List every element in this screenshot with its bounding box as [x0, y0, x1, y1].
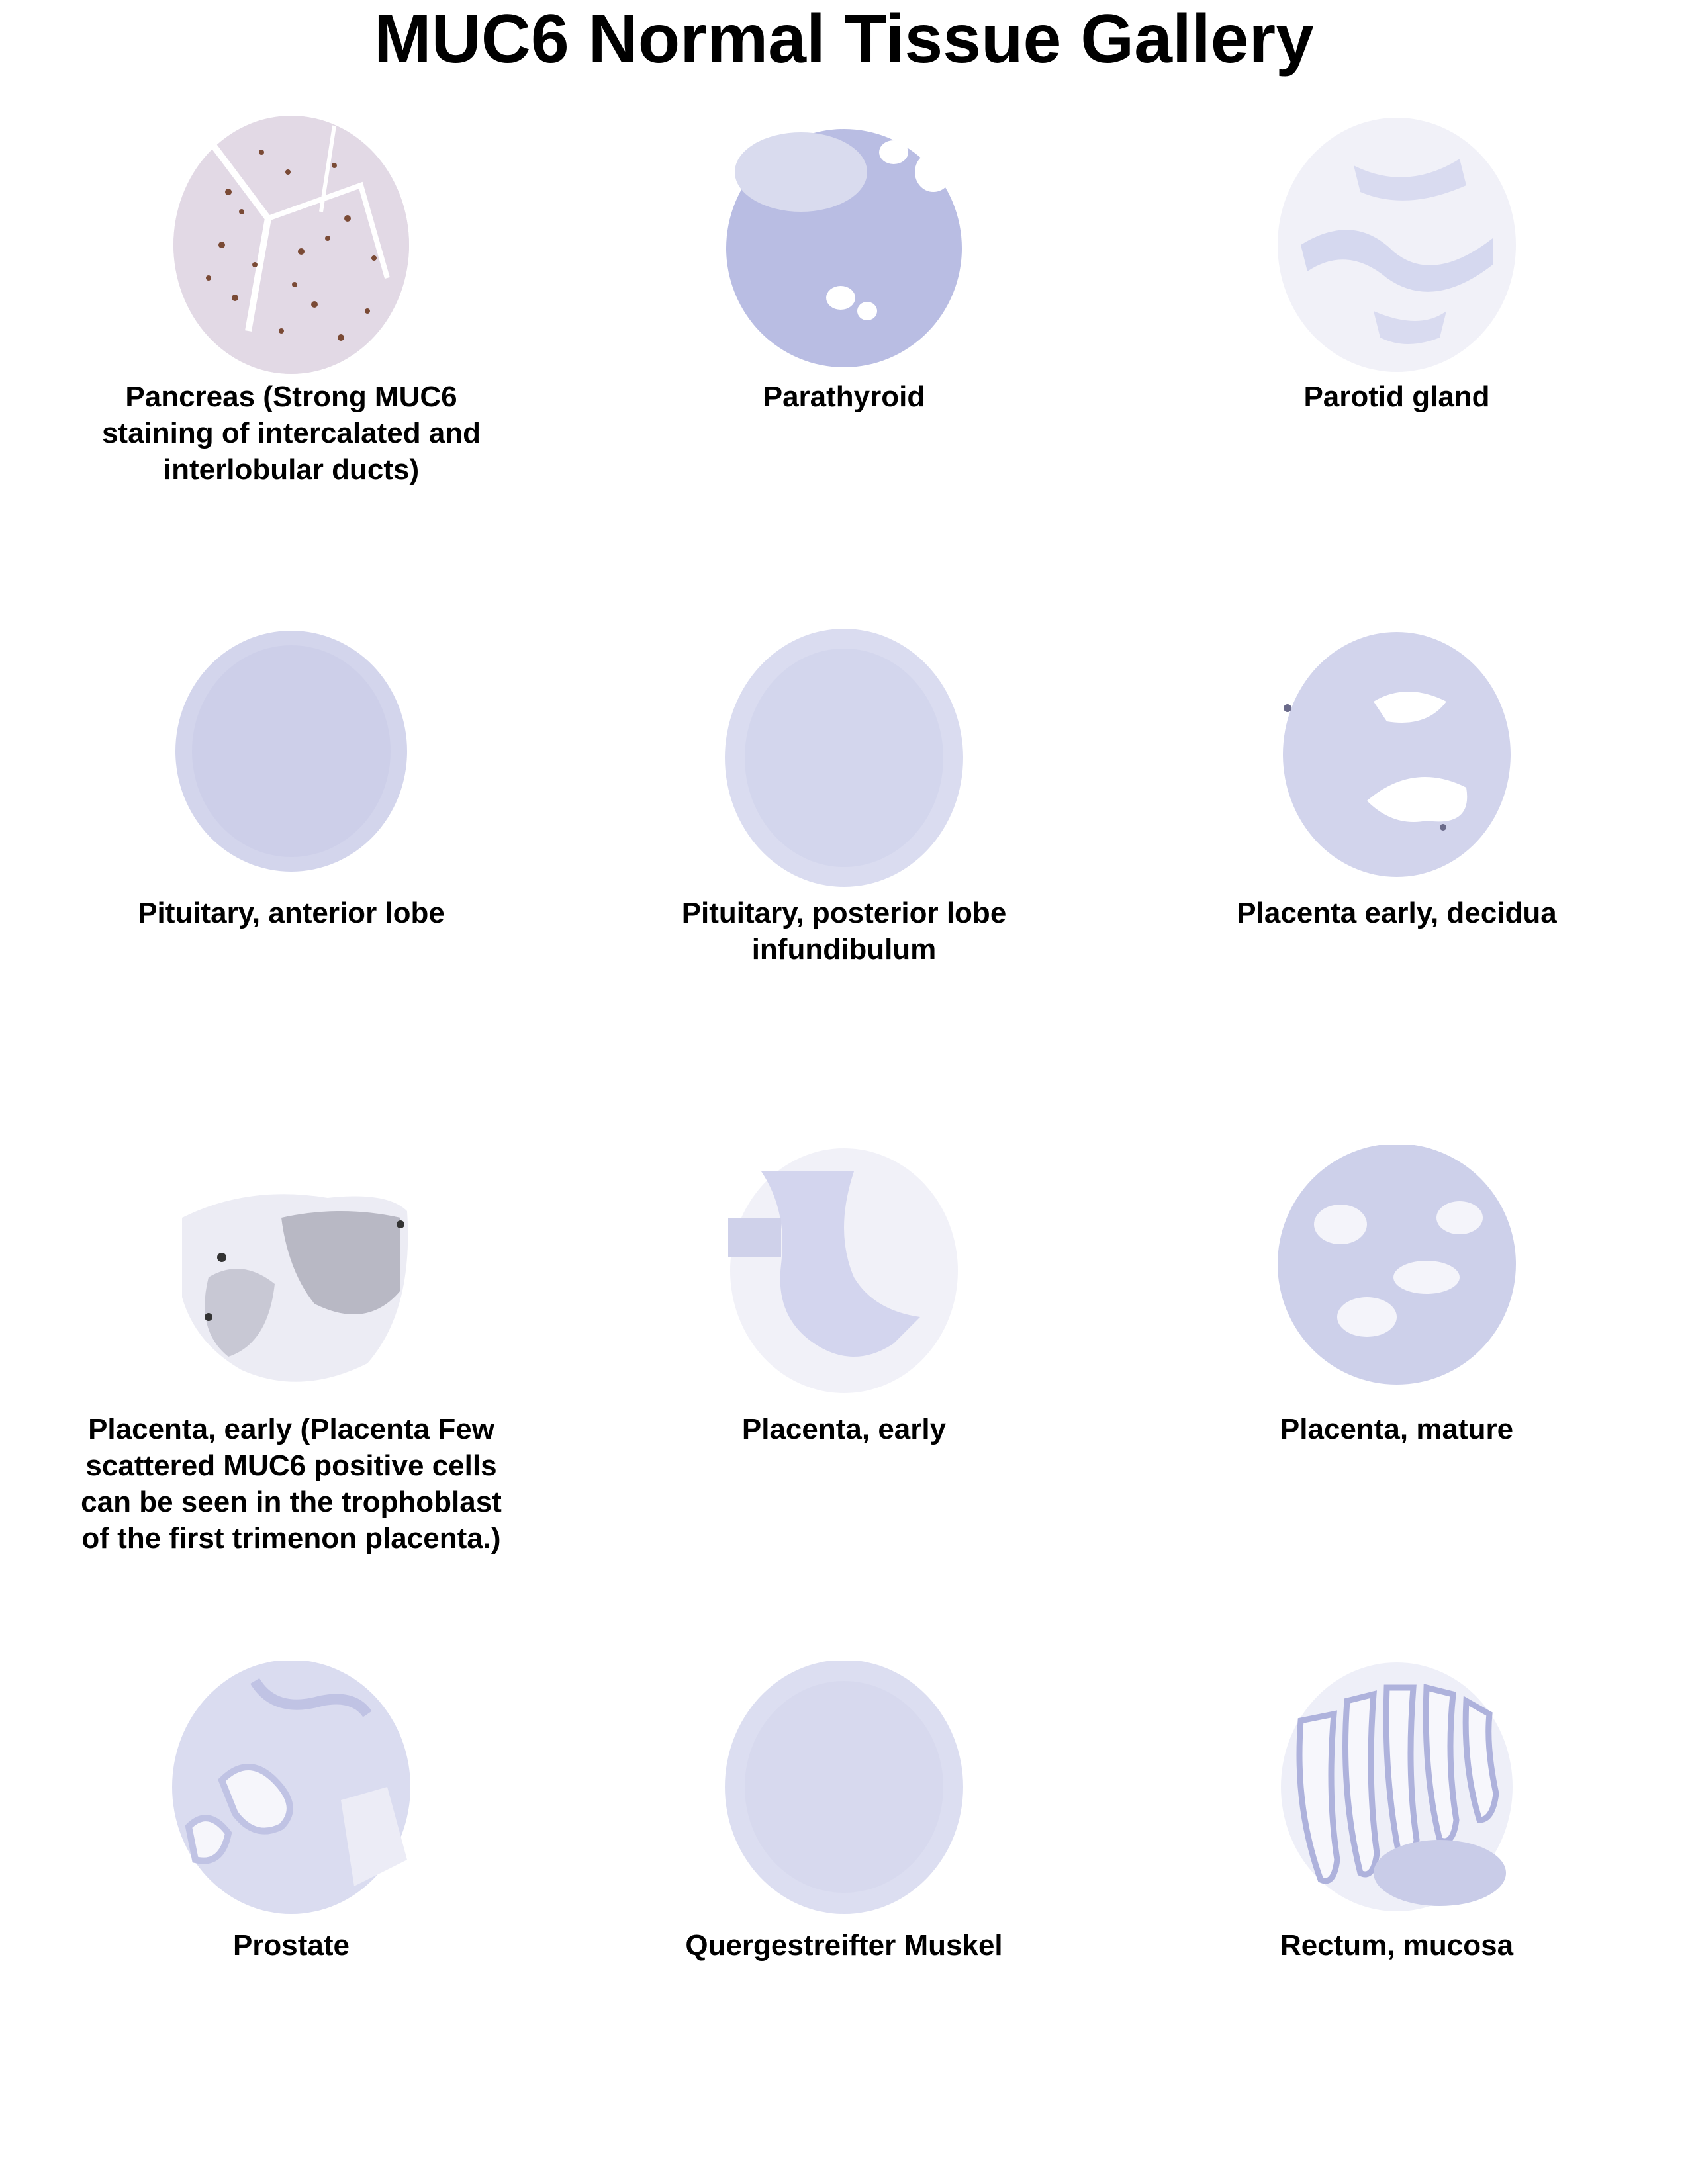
- tissue-caption: Pituitary, anterior lobe: [138, 897, 445, 929]
- tissue-caption: Parotid gland: [1303, 381, 1490, 413]
- tissue-caption: Rectum, mucosa: [1280, 1929, 1514, 1962]
- tissue-caption: Parathyroid: [763, 381, 925, 413]
- tissue-image-prostate[interactable]: [169, 1661, 414, 1926]
- page-title: MUC6 Normal Tissue Gallery: [374, 1, 1314, 77]
- tissue-caption: Placenta, early: [741, 1413, 947, 1445]
- tissue-image-pancreas[interactable]: [169, 113, 414, 377]
- tissue-image-placenta-decidua[interactable]: [1274, 629, 1519, 893]
- tissue-caption: Prostate: [232, 1929, 350, 1962]
- tissue-image-parathyroid[interactable]: [722, 113, 966, 377]
- tissue-caption: Quergestreifter Muskel: [685, 1929, 1003, 1962]
- tissue-image-pituitary-anterior[interactable]: [169, 629, 414, 893]
- tissue-caption: Pituitary, posterior lobe infundibulum: [681, 897, 1007, 966]
- tissue-image-parotid-gland[interactable]: [1274, 113, 1519, 377]
- tissue-image-pituitary-posterior[interactable]: [722, 629, 966, 893]
- tissue-image-placenta-mature[interactable]: [1274, 1145, 1519, 1410]
- tissue-image-placenta-early-trophoblast[interactable]: [169, 1145, 414, 1410]
- tissue-image-quergestreifter-muskel[interactable]: [722, 1661, 966, 1926]
- tissue-image-rectum-mucosa[interactable]: [1274, 1661, 1519, 1926]
- tissue-caption: Placenta, mature: [1280, 1413, 1514, 1445]
- tissue-caption: Pancreas (Strong MUC6 staining of intercalated and interlobular ducts): [101, 381, 481, 486]
- tissue-caption: Placenta early, decidua: [1237, 897, 1557, 929]
- tissue-image-placenta-early[interactable]: [722, 1145, 966, 1410]
- tissue-caption: Placenta, early (Placenta Few scattered MUC6 positive cells can be seen in the trophoblast of the first trimenon placenta.): [81, 1413, 502, 1555]
